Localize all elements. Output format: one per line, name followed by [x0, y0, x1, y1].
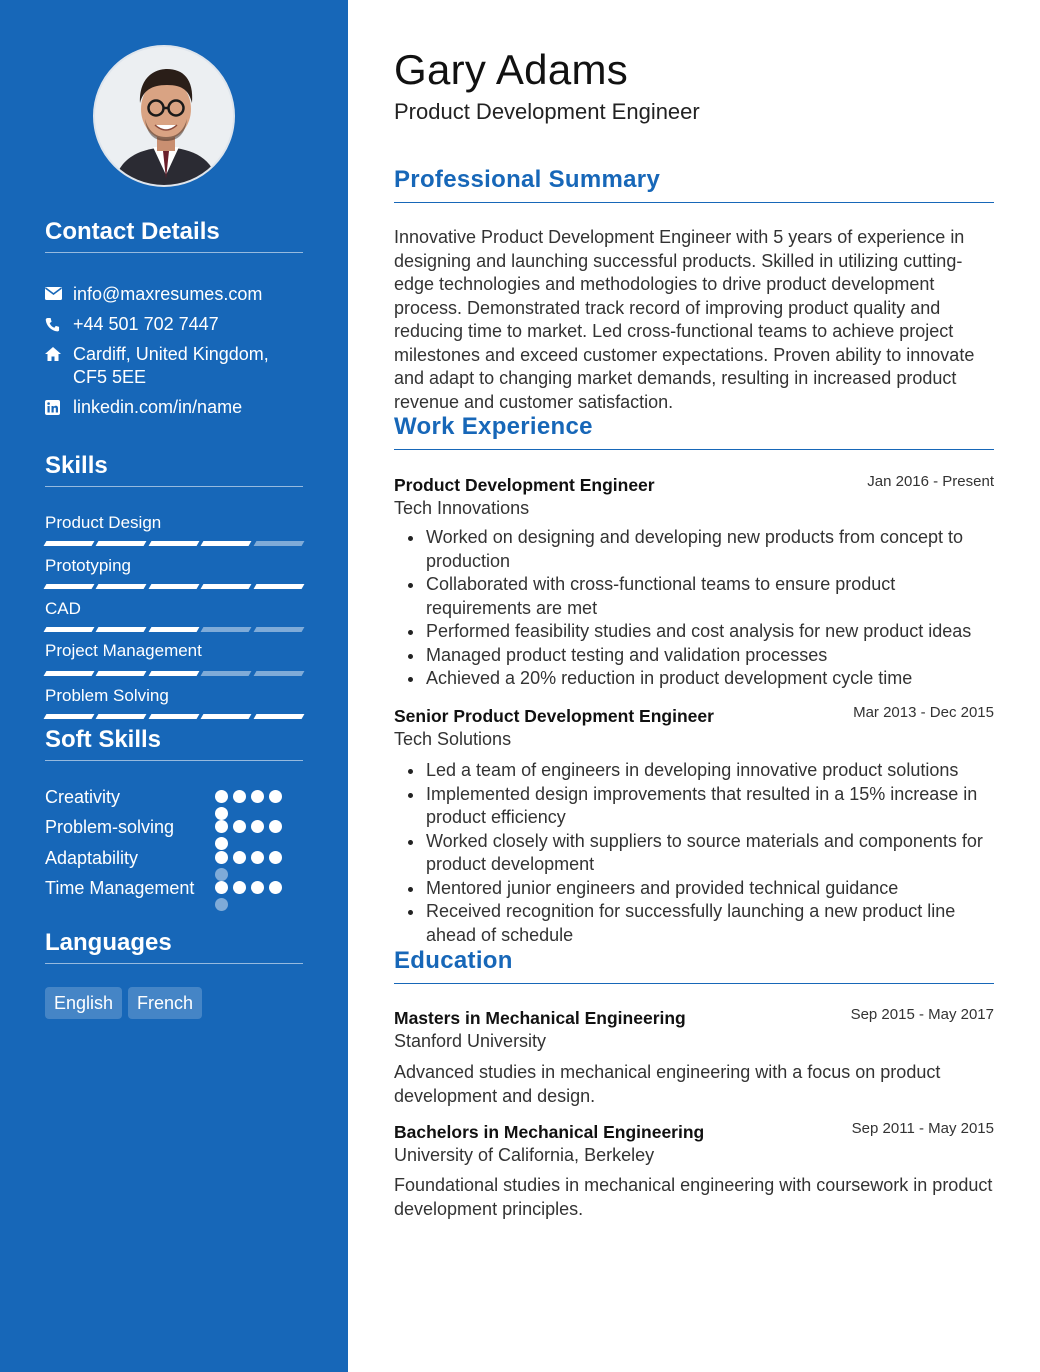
level-dot	[251, 881, 264, 894]
level-segment	[201, 584, 252, 589]
phone-icon	[45, 313, 73, 336]
level-segment	[44, 714, 95, 719]
address-line-1: Cardiff, United Kingdom,	[73, 344, 269, 364]
list-item: Achieved a 20% reduction in product development cycle time	[394, 667, 994, 691]
level-dot	[233, 851, 246, 864]
candidate-name: Gary Adams	[394, 46, 629, 93]
level-segment	[253, 584, 304, 589]
soft-skill-dots	[215, 881, 295, 911]
soft-skill-name: Time Management	[45, 878, 195, 898]
degree-title: Bachelors in Mechanical Engineering	[394, 1122, 705, 1142]
level-segment	[96, 671, 147, 676]
level-segment	[96, 714, 147, 719]
level-segment	[148, 627, 199, 632]
summary-text: Innovative Product Development Engineer with 5 years of experience in designing and launching successful products. Skilled in utilizing cutting-edge technologies and methodologies to drive product development process. Demonstrated track record of improving product quality and reducing time to market. Led cross-functional teams to achieve project milestones and exceed customer expectations. Proven ability to innovate and adapt to changing market demands, resulting in increased product revenue and customer satisfaction.	[394, 227, 975, 412]
soft-skill-name: Problem-solving	[45, 817, 175, 837]
level-segment	[201, 671, 252, 676]
skill-name: Problem Solving	[45, 686, 169, 705]
level-dot	[215, 837, 228, 850]
degree-dates: Sep 2015 - May 2017	[850, 1006, 994, 1023]
level-segment	[253, 541, 304, 546]
skill-bar	[45, 627, 303, 633]
skill-name: Project Management	[45, 641, 202, 660]
job-dates: Jan 2016 - Present	[867, 473, 994, 490]
contact-address	[45, 343, 295, 389]
soft-skills-heading: Soft Skills	[45, 726, 303, 761]
level-segment	[148, 541, 199, 546]
level-segment	[148, 671, 199, 676]
level-segment	[96, 541, 147, 546]
level-dot	[269, 881, 282, 894]
linkedin-icon	[45, 396, 73, 419]
degree-dates: Sep 2011 - May 2015	[851, 1120, 994, 1137]
level-dot	[215, 807, 228, 820]
level-dot	[215, 820, 228, 833]
level-segment	[201, 541, 252, 546]
address-line-2: CF5 5EE	[73, 367, 147, 387]
job-title: Product Development Engineer	[394, 475, 655, 495]
level-dot	[251, 790, 264, 803]
candidate-role: Product Development Engineer	[394, 99, 700, 124]
skill-name: CAD	[45, 599, 81, 618]
level-dot	[233, 790, 246, 803]
skill-bar	[45, 584, 303, 590]
skill-bar	[45, 714, 303, 720]
skill-name: Product Design	[45, 513, 162, 532]
list-item: Worked on designing and developing new products from concept to production	[394, 526, 994, 573]
languages-heading: Languages	[45, 929, 303, 964]
list-item: Implemented design improvements that resulted in a 15% increase in product efficiency	[394, 783, 994, 830]
avatar	[93, 45, 235, 187]
level-segment	[44, 541, 95, 546]
list-item: Performed feasibility studies and cost analysis for new product ideas	[394, 620, 994, 644]
email-text: info@maxresumes.com	[73, 284, 263, 304]
level-dot	[251, 820, 264, 833]
skill-bar	[45, 541, 303, 547]
skill-name: Prototyping	[45, 556, 131, 575]
sidebar	[0, 0, 348, 1372]
level-segment	[148, 714, 199, 719]
contact-phone[interactable]	[45, 313, 295, 336]
list-item: Received recognition for successfully launching a new product line ahead of schedule	[394, 900, 994, 947]
summary-heading: Professional Summary	[394, 166, 994, 203]
level-dot	[215, 868, 228, 881]
soft-skill-dots	[215, 820, 295, 850]
level-dot	[269, 851, 282, 864]
level-segment	[201, 627, 252, 632]
soft-skill-name: Adaptability	[45, 848, 139, 868]
soft-skill-name: Creativity	[45, 787, 121, 807]
level-dot	[233, 820, 246, 833]
education-heading: Education	[394, 947, 994, 984]
envelope-icon	[45, 283, 73, 306]
school-name: University of California, Berkeley	[394, 1145, 655, 1165]
list-item: Led a team of engineers in developing innovative product solutions	[394, 759, 994, 783]
school-name: Stanford University	[394, 1031, 547, 1051]
degree-description: Advanced studies in mechanical engineering with a focus on product development and design.	[394, 1062, 941, 1106]
level-segment	[253, 627, 304, 632]
soft-skill-dots	[215, 790, 295, 820]
level-dot	[215, 851, 228, 864]
level-segment	[201, 714, 252, 719]
skills-heading: Skills	[45, 452, 303, 487]
level-dot	[215, 790, 228, 803]
soft-skill-dots	[215, 851, 295, 881]
level-segment	[96, 584, 147, 589]
level-segment	[44, 627, 95, 632]
contact-email[interactable]	[45, 283, 295, 306]
level-segment	[253, 671, 304, 676]
job-title: Senior Product Development Engineer	[394, 706, 714, 726]
language-tag: French	[128, 987, 202, 1019]
degree-title: Masters in Mechanical Engineering	[394, 1008, 686, 1028]
level-segment	[96, 627, 147, 632]
job-company: Tech Solutions	[394, 729, 512, 749]
degree-description: Foundational studies in mechanical engineering with coursework in product development principles.	[394, 1175, 993, 1219]
level-dot	[215, 881, 228, 894]
level-segment	[44, 584, 95, 589]
job-bullets	[394, 759, 994, 947]
language-tag: English	[45, 987, 122, 1019]
contact-linkedin[interactable]	[45, 396, 295, 419]
home-icon	[45, 343, 73, 389]
level-dot	[251, 851, 264, 864]
job-dates: Mar 2013 - Dec 2015	[853, 704, 994, 721]
linkedin-text: linkedin.com/in/name	[73, 397, 243, 417]
contact-heading: Contact Details	[45, 218, 303, 253]
list-item: Collaborated with cross-functional teams to ensure product requirements are met	[394, 573, 994, 620]
list-item: Managed product testing and validation processes	[394, 644, 994, 668]
job-company: Tech Innovations	[394, 498, 530, 518]
level-dot	[269, 820, 282, 833]
experience-heading: Work Experience	[394, 413, 994, 450]
list-item: Mentored junior engineers and provided technical guidance	[394, 877, 994, 901]
job-bullets	[394, 526, 994, 691]
level-segment	[253, 714, 304, 719]
level-dot	[215, 898, 228, 911]
level-dot	[233, 881, 246, 894]
level-segment	[44, 671, 95, 676]
phone-text: +44 501 702 7447	[73, 314, 219, 334]
level-dot	[269, 790, 282, 803]
level-segment	[148, 584, 199, 589]
skill-bar	[45, 671, 303, 677]
list-item: Worked closely with suppliers to source materials and components for product development	[394, 830, 994, 877]
profile-photo	[95, 47, 235, 187]
